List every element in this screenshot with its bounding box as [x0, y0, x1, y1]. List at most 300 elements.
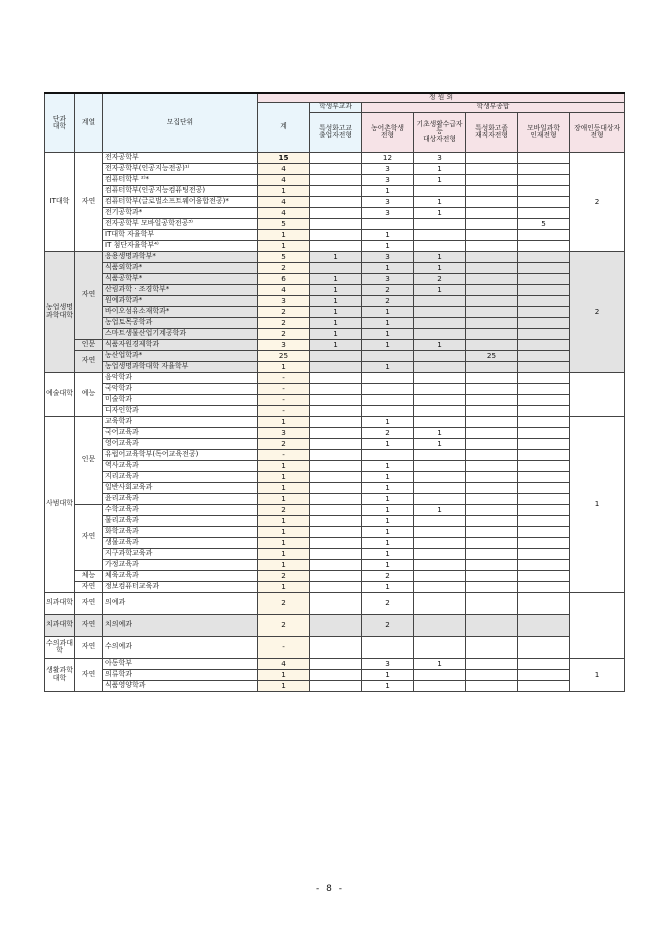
series-cell: 자연: [75, 636, 103, 658]
total-cell: 2: [258, 262, 310, 273]
value-cell-c5: [518, 174, 570, 185]
table-row: [45, 427, 625, 438]
outside-quota-table: [44, 92, 625, 692]
total-cell: 1: [258, 493, 310, 504]
total-cell: 1: [258, 361, 310, 372]
unit-cell: 윤리교육과: [103, 493, 258, 504]
table-row: [45, 449, 625, 460]
table-row: [45, 328, 625, 339]
college-cell: IT대학: [45, 152, 75, 251]
value-cell-c1: [310, 592, 362, 614]
value-cell-c1: [310, 361, 362, 372]
value-cell-c3: [414, 295, 466, 306]
total-cell: 15: [258, 152, 310, 163]
unit-cell: 국악학과: [103, 383, 258, 394]
value-cell-c5: [518, 262, 570, 273]
value-cell-c2: 2: [362, 570, 414, 581]
value-cell-c4: [466, 405, 518, 416]
disability-cell: 2: [570, 251, 625, 372]
value-cell-c1: [310, 174, 362, 185]
table-row: [45, 152, 625, 163]
value-cell-c4: [466, 526, 518, 537]
total-cell: 1: [258, 669, 310, 680]
value-cell-c1: [310, 350, 362, 361]
value-cell-c5: [518, 295, 570, 306]
value-cell-c5: [518, 350, 570, 361]
value-cell-c1: [310, 669, 362, 680]
value-cell-c5: [518, 207, 570, 218]
table-row: [45, 218, 625, 229]
value-cell-c4: [466, 658, 518, 669]
value-cell-c4: [466, 581, 518, 592]
disability-cell: [570, 372, 625, 416]
unit-cell: 체육교육과: [103, 570, 258, 581]
unit-cell: 가정교육과: [103, 559, 258, 570]
total-cell: 4: [258, 658, 310, 669]
unit-cell: 전자공학부: [103, 152, 258, 163]
total-cell: 2: [258, 614, 310, 636]
value-cell-c2: 2: [362, 592, 414, 614]
unit-cell: 지구과학교육과: [103, 548, 258, 559]
value-cell-c3: [414, 471, 466, 482]
table-row: [45, 636, 625, 658]
value-cell-c4: [466, 548, 518, 559]
header-c4: 특성화고졸 재직자전형: [466, 112, 518, 152]
value-cell-c4: [466, 504, 518, 515]
unit-cell: 식품외학과*: [103, 262, 258, 273]
total-cell: 1: [258, 482, 310, 493]
value-cell-c5: [518, 427, 570, 438]
value-cell-c2: [362, 394, 414, 405]
value-cell-c4: [466, 185, 518, 196]
total-cell: 1: [258, 416, 310, 427]
value-cell-c1: [310, 614, 362, 636]
value-cell-c1: [310, 581, 362, 592]
value-cell-c2: 1: [362, 669, 414, 680]
value-cell-c2: 1: [362, 416, 414, 427]
table-row: [45, 658, 625, 669]
disability-cell: 1: [570, 658, 625, 691]
value-cell-c2: 1: [362, 317, 414, 328]
value-cell-c2: 1: [362, 438, 414, 449]
table-row: [45, 284, 625, 295]
value-cell-c2: 1: [362, 240, 414, 251]
table-row: [45, 251, 625, 262]
value-cell-c1: [310, 372, 362, 383]
value-cell-c4: [466, 460, 518, 471]
value-cell-c2: [362, 218, 414, 229]
value-cell-c1: [310, 680, 362, 691]
unit-cell: 정보컴퓨터교육과: [103, 581, 258, 592]
unit-cell: 산림과학 · 조경학부*: [103, 284, 258, 295]
table-row: [45, 526, 625, 537]
unit-cell: 일반사회교육과: [103, 482, 258, 493]
value-cell-c5: [518, 460, 570, 471]
value-cell-c5: [518, 372, 570, 383]
value-cell-c4: [466, 614, 518, 636]
value-cell-c4: [466, 592, 518, 614]
value-cell-c3: [414, 372, 466, 383]
unit-cell: IT대학 자율학부: [103, 229, 258, 240]
value-cell-c2: 1: [362, 515, 414, 526]
value-cell-c5: [518, 229, 570, 240]
value-cell-c5: [518, 515, 570, 526]
value-cell-c4: [466, 493, 518, 504]
value-cell-c1: [310, 229, 362, 240]
header-c5: 모바일과학 인재전형: [518, 112, 570, 152]
unit-cell: 역사교육과: [103, 460, 258, 471]
total-cell: 2: [258, 317, 310, 328]
college-cell: 농업생명과학대학: [45, 251, 75, 372]
value-cell-c2: 1: [362, 460, 414, 471]
value-cell-c1: [310, 460, 362, 471]
total-cell: 1: [258, 581, 310, 592]
table-row: [45, 570, 625, 581]
unit-cell: 화학교육과: [103, 526, 258, 537]
value-cell-c3: [414, 482, 466, 493]
table-row: [45, 416, 625, 427]
value-cell-c1: [310, 559, 362, 570]
table-row: [45, 383, 625, 394]
value-cell-c5: [518, 361, 570, 372]
admission-table-page: [44, 92, 624, 692]
table-row: [45, 163, 625, 174]
value-cell-c2: 3: [362, 163, 414, 174]
value-cell-c5: [518, 240, 570, 251]
table-row: [45, 515, 625, 526]
value-cell-c1: [310, 548, 362, 559]
value-cell-c1: 1: [310, 328, 362, 339]
header-school-record-subject: 학생부교과: [310, 102, 362, 112]
value-cell-c2: [362, 636, 414, 658]
total-cell: -: [258, 372, 310, 383]
value-cell-c3: [414, 548, 466, 559]
value-cell-c3: [414, 460, 466, 471]
unit-cell: 의예과: [103, 592, 258, 614]
total-cell: 6: [258, 273, 310, 284]
total-cell: 4: [258, 163, 310, 174]
value-cell-c3: 1: [414, 427, 466, 438]
table-row: [45, 174, 625, 185]
table-row: [45, 592, 625, 614]
value-cell-c3: [414, 537, 466, 548]
value-cell-c4: [466, 284, 518, 295]
value-cell-c1: [310, 570, 362, 581]
value-cell-c5: [518, 537, 570, 548]
value-cell-c2: 1: [362, 306, 414, 317]
value-cell-c5: [518, 592, 570, 614]
unit-cell: 수의예과: [103, 636, 258, 658]
value-cell-c4: [466, 383, 518, 394]
table-row: [45, 438, 625, 449]
series-cell: 자연: [75, 152, 103, 251]
value-cell-c3: 2: [414, 273, 466, 284]
value-cell-c2: [362, 405, 414, 416]
unit-cell: 농산업학과*: [103, 350, 258, 361]
value-cell-c3: 1: [414, 174, 466, 185]
value-cell-c1: [310, 493, 362, 504]
value-cell-c2: 2: [362, 295, 414, 306]
value-cell-c2: [362, 372, 414, 383]
value-cell-c3: [414, 669, 466, 680]
unit-cell: 디자인학과: [103, 405, 258, 416]
value-cell-c1: [310, 207, 362, 218]
series-cell: 자연: [75, 581, 103, 592]
value-cell-c3: [414, 185, 466, 196]
series-cell: 예능: [75, 372, 103, 416]
value-cell-c3: [414, 614, 466, 636]
table-row: [45, 295, 625, 306]
value-cell-c3: 1: [414, 504, 466, 515]
college-cell: 수의과대학: [45, 636, 75, 658]
total-cell: 2: [258, 306, 310, 317]
unit-cell: 국어교육과: [103, 427, 258, 438]
total-cell: 1: [258, 460, 310, 471]
value-cell-c2: 1: [362, 229, 414, 240]
table-row: [45, 471, 625, 482]
table-row: [45, 581, 625, 592]
total-cell: 1: [258, 680, 310, 691]
value-cell-c1: [310, 405, 362, 416]
value-cell-c5: [518, 251, 570, 262]
value-cell-c2: 1: [362, 361, 414, 372]
unit-cell: 의류학과: [103, 669, 258, 680]
table-row: [45, 229, 625, 240]
table-row: [45, 405, 625, 416]
total-cell: 1: [258, 185, 310, 196]
total-cell: -: [258, 405, 310, 416]
total-cell: 4: [258, 196, 310, 207]
value-cell-c4: [466, 306, 518, 317]
value-cell-c1: [310, 240, 362, 251]
value-cell-c5: [518, 273, 570, 284]
value-cell-c2: [362, 449, 414, 460]
value-cell-c2: 3: [362, 658, 414, 669]
table-row: [45, 339, 625, 350]
table-row: [45, 493, 625, 504]
value-cell-c3: [414, 405, 466, 416]
value-cell-c3: 1: [414, 163, 466, 174]
value-cell-c3: [414, 350, 466, 361]
value-cell-c5: [518, 185, 570, 196]
value-cell-c5: [518, 504, 570, 515]
value-cell-c5: [518, 614, 570, 636]
table-row: [45, 273, 625, 284]
unit-cell: IT 첨단자율학부⁴⁾: [103, 240, 258, 251]
table-row: [45, 262, 625, 273]
unit-cell: 컴퓨터학부(인공지능컴퓨팅전공): [103, 185, 258, 196]
table-row: [45, 240, 625, 251]
total-cell: 2: [258, 504, 310, 515]
header-series: 계열: [75, 93, 103, 152]
value-cell-c1: [310, 515, 362, 526]
value-cell-c3: 3: [414, 152, 466, 163]
value-cell-c1: 1: [310, 284, 362, 295]
total-cell: 2: [258, 328, 310, 339]
value-cell-c4: [466, 449, 518, 460]
value-cell-c3: [414, 416, 466, 427]
value-cell-c2: 1: [362, 548, 414, 559]
value-cell-c1: [310, 262, 362, 273]
value-cell-c3: [414, 592, 466, 614]
table-body: [45, 152, 625, 691]
table-row: [45, 207, 625, 218]
header-school-record-comprehensive: 학생부종합: [362, 102, 625, 112]
value-cell-c2: 2: [362, 427, 414, 438]
total-cell: 4: [258, 174, 310, 185]
total-cell: -: [258, 394, 310, 405]
unit-cell: 음악학과: [103, 372, 258, 383]
college-cell: 치과대학: [45, 614, 75, 636]
college-cell: 의과대학: [45, 592, 75, 614]
value-cell-c5: [518, 306, 570, 317]
unit-cell: 전자공학부(인공지능전공)¹⁾: [103, 163, 258, 174]
table-row: [45, 350, 625, 361]
table-row: [45, 614, 625, 636]
value-cell-c3: 1: [414, 251, 466, 262]
value-cell-c3: [414, 493, 466, 504]
value-cell-c5: [518, 570, 570, 581]
value-cell-c3: 1: [414, 207, 466, 218]
header-outside-quota: 정 원 외: [258, 93, 625, 102]
value-cell-c1: [310, 537, 362, 548]
value-cell-c4: [466, 207, 518, 218]
value-cell-c1: [310, 427, 362, 438]
value-cell-c3: [414, 559, 466, 570]
series-cell: 자연: [75, 504, 103, 570]
value-cell-c3: [414, 361, 466, 372]
value-cell-c5: [518, 559, 570, 570]
table-row: [45, 394, 625, 405]
college-cell: 사범대학: [45, 416, 75, 592]
value-cell-c2: 3: [362, 174, 414, 185]
value-cell-c1: 1: [310, 317, 362, 328]
value-cell-c4: [466, 515, 518, 526]
value-cell-c4: [466, 196, 518, 207]
total-cell: -: [258, 449, 310, 460]
unit-cell: 아동학부: [103, 658, 258, 669]
table-row: [45, 669, 625, 680]
unit-cell: 농업토목공학과: [103, 317, 258, 328]
unit-cell: 수학교육과: [103, 504, 258, 515]
total-cell: 3: [258, 295, 310, 306]
value-cell-c1: [310, 152, 362, 163]
value-cell-c5: [518, 328, 570, 339]
value-cell-c5: [518, 317, 570, 328]
value-cell-c3: [414, 394, 466, 405]
header-c2: 농어촌학생 전형: [362, 112, 414, 152]
value-cell-c1: 1: [310, 306, 362, 317]
unit-cell: 지리교육과: [103, 471, 258, 482]
unit-cell: 컴퓨터학부 ²⁾*: [103, 174, 258, 185]
unit-cell: 농업생명과학대학 자율학부: [103, 361, 258, 372]
value-cell-c4: [466, 317, 518, 328]
value-cell-c4: [466, 570, 518, 581]
value-cell-c4: [466, 174, 518, 185]
header-total: 계: [258, 102, 310, 152]
series-cell: 자연: [75, 251, 103, 339]
total-cell: 1: [258, 559, 310, 570]
unit-cell: 전기공학과*: [103, 207, 258, 218]
value-cell-c4: [466, 372, 518, 383]
value-cell-c4: [466, 163, 518, 174]
value-cell-c1: [310, 504, 362, 515]
value-cell-c2: 1: [362, 559, 414, 570]
value-cell-c5: [518, 405, 570, 416]
value-cell-c4: [466, 427, 518, 438]
value-cell-c4: [466, 669, 518, 680]
value-cell-c5: [518, 636, 570, 658]
total-cell: 1: [258, 229, 310, 240]
unit-cell: 응용생명과학부*: [103, 251, 258, 262]
value-cell-c4: [466, 218, 518, 229]
header-c1: 특성화고교 출업자전형: [310, 112, 362, 152]
unit-cell: 미술학과: [103, 394, 258, 405]
value-cell-c4: [466, 262, 518, 273]
value-cell-c2: 3: [362, 251, 414, 262]
total-cell: 4: [258, 284, 310, 295]
value-cell-c3: 1: [414, 658, 466, 669]
value-cell-c5: [518, 680, 570, 691]
value-cell-c3: 1: [414, 196, 466, 207]
disability-cell: 1: [570, 416, 625, 592]
value-cell-c5: [518, 471, 570, 482]
value-cell-c2: 2: [362, 284, 414, 295]
value-cell-c4: [466, 339, 518, 350]
value-cell-c5: [518, 581, 570, 592]
value-cell-c1: [310, 394, 362, 405]
value-cell-c5: [518, 526, 570, 537]
header-c3: 기초생활수급자등 대상자전형: [414, 112, 466, 152]
value-cell-c2: 3: [362, 273, 414, 284]
value-cell-c3: 1: [414, 339, 466, 350]
value-cell-c4: [466, 471, 518, 482]
value-cell-c2: 12: [362, 152, 414, 163]
value-cell-c2: 1: [362, 262, 414, 273]
series-cell: 체능: [75, 570, 103, 581]
value-cell-c4: [466, 416, 518, 427]
table-row: [45, 482, 625, 493]
value-cell-c4: [466, 636, 518, 658]
total-cell: 2: [258, 438, 310, 449]
value-cell-c3: [414, 328, 466, 339]
value-cell-c5: 5: [518, 218, 570, 229]
value-cell-c2: 3: [362, 207, 414, 218]
value-cell-c5: [518, 548, 570, 559]
value-cell-c1: [310, 526, 362, 537]
value-cell-c1: [310, 658, 362, 669]
header-college: 단과 대학: [45, 93, 75, 152]
value-cell-c5: [518, 416, 570, 427]
value-cell-c1: 1: [310, 339, 362, 350]
unit-cell: 스마트생물산업기계공학과: [103, 328, 258, 339]
value-cell-c4: [466, 240, 518, 251]
value-cell-c4: [466, 438, 518, 449]
total-cell: -: [258, 383, 310, 394]
value-cell-c3: [414, 570, 466, 581]
total-cell: 2: [258, 592, 310, 614]
value-cell-c5: [518, 658, 570, 669]
table-row: [45, 361, 625, 372]
total-cell: 3: [258, 427, 310, 438]
value-cell-c5: [518, 449, 570, 460]
series-cell: 자연: [75, 614, 103, 636]
value-cell-c3: [414, 526, 466, 537]
table-row: [45, 306, 625, 317]
disability-cell: 2: [570, 152, 625, 251]
value-cell-c4: [466, 394, 518, 405]
unit-cell: 생물교육과: [103, 537, 258, 548]
